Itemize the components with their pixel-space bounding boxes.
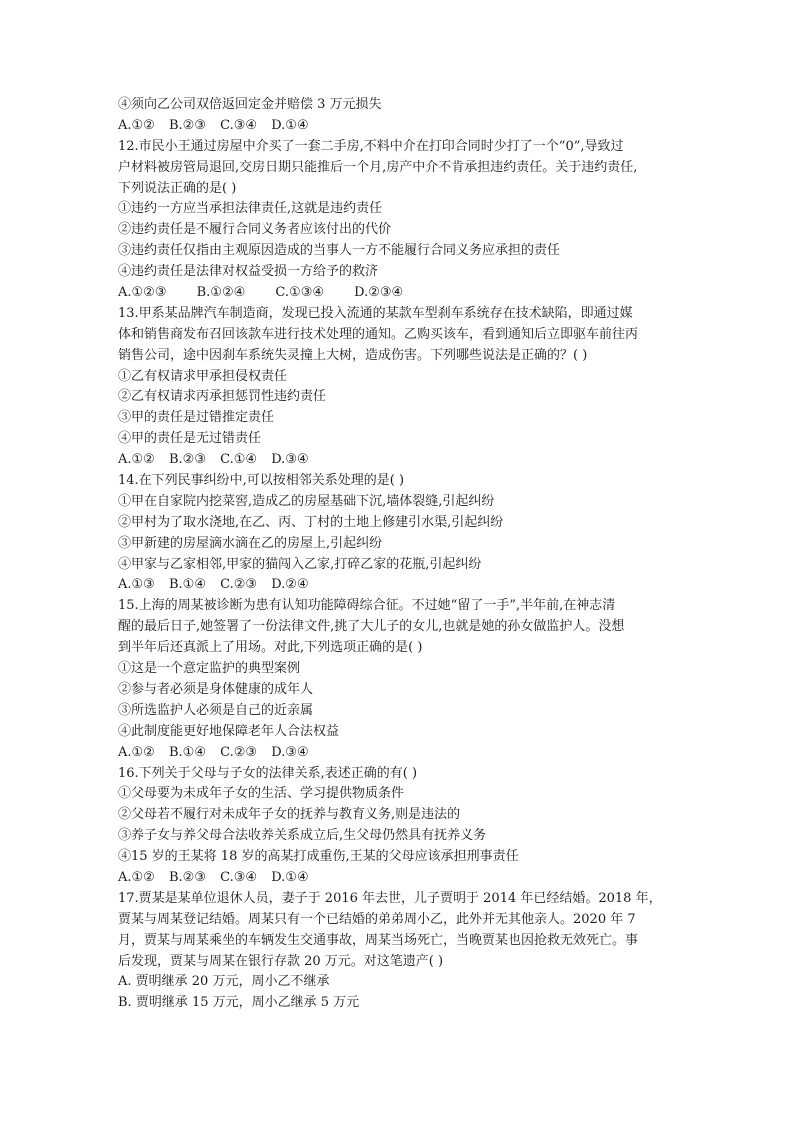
q11-options: [118, 116, 688, 137]
q11-option-c: C.③④: [220, 117, 258, 133]
question-11-tail: [118, 95, 688, 137]
q14-item-2: ②甲村为了取水浇地,在乙、丙、丁村的土地上修建引水渠,引起纠纷: [118, 514, 504, 530]
q16-option-a: A.①②: [118, 869, 155, 885]
q11-item-4: ④须向乙公司双倍返回定金并赔偿 3 万元损失: [118, 97, 382, 112]
q13-item-2: ②乙有权请求丙承担惩罚性违约责任: [118, 389, 327, 405]
q12-item-2: ②违约责任是不履行合同义务者应该付出的代价: [118, 222, 392, 238]
question-17: [118, 889, 688, 1014]
q11-option-a: A.①②: [118, 117, 155, 133]
q15-stem-line-1: 15.上海的周某被诊断为患有认知功能障碍综合征。不过她“留了一手”,半年前,在神志清: [118, 598, 616, 614]
q14-item-3: ③甲新建的房屋滴水滴在乙的房屋上,引起纠纷: [118, 535, 383, 551]
q13-option-b: B.②③: [168, 452, 206, 468]
q16-item-1: ①父母要为未成年子女的生活、学习提供物质条件: [118, 786, 405, 802]
q12-stem-line-2: 户材料被房管局退回,交房日期只能推后一个月,房产中介不肯承担违约责任。关于违约责任,: [118, 159, 638, 175]
q16-options: [118, 868, 688, 889]
q14-options: [118, 575, 688, 596]
q16-option-c: C.③④: [220, 869, 258, 885]
q15-options: [118, 743, 688, 764]
q12-option-b: B.①②④: [196, 285, 246, 301]
q13-options: [118, 450, 688, 471]
q15-option-b: B.①④: [168, 744, 206, 760]
q12-stem-line-1: 12.市民小王通过房屋中介买了一套二手房,不料中介在打印合同时少打了一个“0”,导致过: [118, 138, 624, 154]
question-15: [118, 596, 688, 763]
q14-item-1: ①甲在自家院内挖菜窖,造成乙的房屋基础下沉,墙体裂缝,引起纠纷: [118, 493, 495, 509]
q15-stem-line-3: 到半年后还真派上了用场。对此,下列选项正确的是( ): [118, 640, 423, 656]
q14-option-d: D.②④: [271, 577, 309, 593]
q17-stem-line-3: 月，贾某与周某乘坐的车辆发生交通事故，周某当场死亡，当晚贾某也因抢救无效死亡。事: [118, 932, 639, 948]
q16-item-3: ③养子女与养父母合法收养关系成立后,生父母仍然具有抚养义务: [118, 828, 487, 844]
q13-stem-line-1: 13.甲系某品牌汽车制造商，发现已投入流通的某款车型刹车系统存在技术缺陷，即通过媒: [118, 305, 633, 321]
q12-option-d: D.②③④: [354, 285, 404, 301]
q16-option-d: D.①④: [271, 869, 309, 885]
q13-stem-line-2: 体和销售商发布召回该款车进行技术处理的通知。乙购买该车，看到通知后立即驱车前往丙: [118, 326, 639, 342]
q17-stem-line-4: 后发现，贾某与周某在银行存款 20 万元。对这笔遗产( ): [118, 953, 444, 969]
q15-option-d: D.③④: [271, 744, 309, 760]
document-page: [118, 95, 688, 1014]
q12-stem-line-3: 下列说法正确的是( ): [118, 180, 237, 196]
q15-item-2: ②参与者必须是身体健康的成年人: [118, 681, 314, 697]
q16-option-b: B.②③: [168, 869, 206, 885]
question-13: [118, 304, 688, 471]
q11-option-b: B.②③: [168, 117, 206, 133]
q12-option-a: A.①②③: [118, 285, 167, 301]
question-14: [118, 471, 688, 596]
q12-item-4: ④违约责任是法律对权益受损一方给予的救济: [118, 264, 379, 280]
q13-option-c: C.①④: [220, 452, 258, 468]
q15-option-c: C.②③: [220, 744, 258, 760]
q16-stem-line-1: 16.下列关于父母与子女的法律关系,表述正确的有( ): [118, 765, 418, 781]
q12-item-3: ③违约责任仅指由主观原因造成的当事人一方不能履行合同义务应承担的责任: [118, 243, 561, 259]
q15-item-3: ③所选监护人必须是自己的近亲属: [118, 702, 314, 718]
q16-item-2: ②父母若不履行对未成年子女的抚养与教育义务,则是违法的: [118, 807, 461, 823]
q15-option-a: A.①②: [118, 744, 155, 760]
q14-item-4: ④甲家与乙家相邻,甲家的猫闯入乙家,打碎乙家的花瓶,引起纠纷: [118, 556, 482, 572]
q15-item-1: ①这是一个意定监护的典型案例: [118, 661, 301, 677]
q15-item-4: ④此制度能更好地保障老年人合法权益: [118, 723, 340, 739]
q12-option-c: C.①③④: [275, 285, 325, 301]
q15-stem-line-2: 醒的最后日子,她签署了一份法律文件,挑了大儿子的女儿,也就是她的孙女做监护人。没想: [118, 619, 625, 635]
q12-item-1: ①违约一方应当承担法律责任,这就是违约责任: [118, 201, 383, 217]
question-12: [118, 137, 688, 304]
question-16: [118, 764, 688, 889]
q17-stem-line-1: 17.贾某是某单位退休人员，妻子于 2016 年去世，儿子贾明于 2014 年已经结婚。2018 年，: [118, 890, 662, 906]
q13-item-4: ④甲的责任是无过错责任: [118, 431, 262, 447]
q13-option-d: D.③④: [271, 452, 309, 468]
q17-option-b: B. 贾明继承 15 万元，周小乙继承 5 万元: [118, 995, 360, 1011]
q17-stem-line-2: 贾某与周某登记结婚。周某只有一个已结婚的弟弟周小乙，此外并无其他亲人。2020 年 7: [118, 911, 636, 927]
q13-item-3: ③甲的责任是过错推定责任: [118, 410, 275, 426]
q13-stem-line-3: 销售公司，途中因刹车系统失灵撞上大树，造成伤害。下列哪些说法是正确的？( ): [118, 347, 588, 363]
q14-option-a: A.①③: [118, 577, 155, 593]
q16-item-4: ④15 岁的王某将 18 岁的高某打成重伤,王某的父母应该承担刑事责任: [118, 849, 519, 865]
q13-item-1: ①乙有权请求甲承担侵权责任: [118, 368, 288, 384]
q12-options: [118, 283, 688, 304]
q13-option-a: A.①②: [118, 452, 155, 468]
q11-option-d: D.①④: [271, 117, 309, 133]
q14-stem-line-1: 14.在下列民事纠纷中,可以按相邻关系处理的是( ): [118, 473, 405, 489]
q17-option-a: A. 贾明继承 20 万元，周小乙不继承: [118, 974, 330, 990]
q14-option-b: B.①④: [168, 577, 206, 593]
q14-option-c: C.②③: [220, 577, 258, 593]
